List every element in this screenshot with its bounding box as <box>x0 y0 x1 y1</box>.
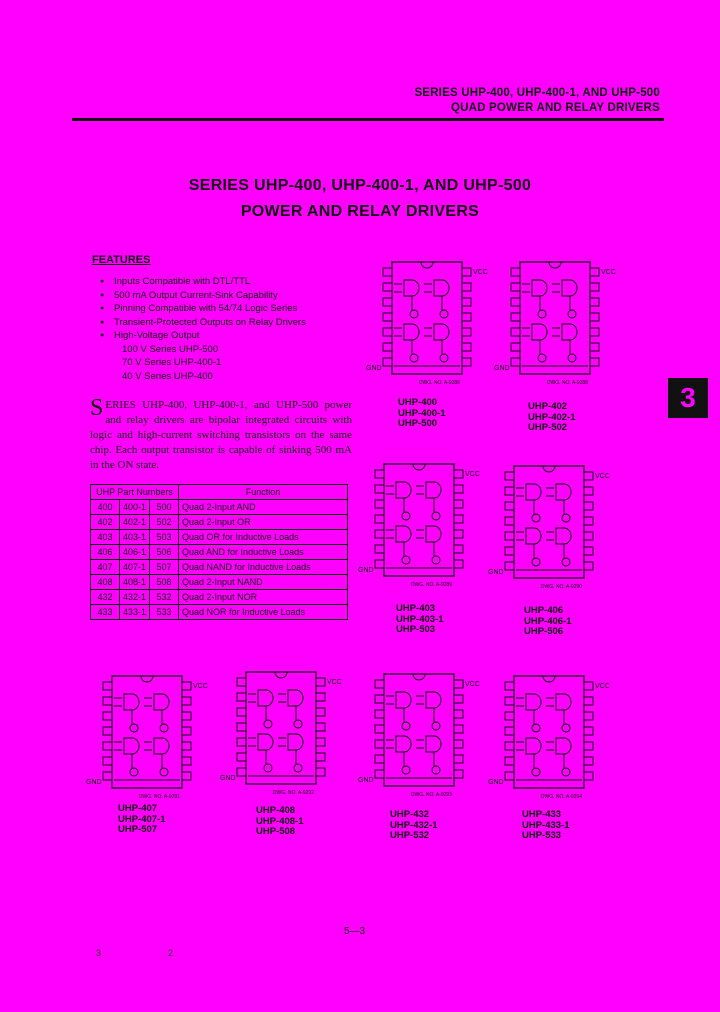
table-cell-part: 508 <box>150 575 179 590</box>
table-cell-part: 402-1 <box>120 515 150 530</box>
chip-part-label: UHP-432 <box>390 809 430 820</box>
gnd-label: GND <box>488 779 504 786</box>
table-row <box>91 500 348 515</box>
table-cell-part: 532 <box>150 590 179 605</box>
table-header-row <box>91 485 348 500</box>
chip-part-labels <box>524 606 572 638</box>
table-row <box>91 575 348 590</box>
table-cell-part: 433 <box>91 605 120 620</box>
table-cell-part: 408-1 <box>120 575 150 590</box>
footer-mark-left: 3 <box>96 948 102 958</box>
chip-part-label: UHP-403 <box>396 603 436 614</box>
table-cell-function: Quad 2-Input NOR <box>179 590 348 605</box>
table-cell-function: Quad 2-Input AND <box>179 500 348 515</box>
chip-part-labels <box>390 810 438 842</box>
chip-part-labels <box>118 804 166 836</box>
chip-part-label: UHP-507 <box>118 824 158 835</box>
table-cell-part: 408 <box>91 575 120 590</box>
feature-voltage-item: 40 V Series UHP-400 <box>122 370 213 382</box>
chip-part-label: UHP-408-1 <box>256 815 304 827</box>
intro-dropcap: S <box>90 395 104 421</box>
chip-part-label: UHP-500 <box>398 418 438 429</box>
chip-part-label: UHP-502 <box>528 422 568 433</box>
running-header-line2: QUAD POWER AND RELAY DRIVERS <box>450 102 660 114</box>
chip-part-label: UHP-408 <box>256 805 296 816</box>
feature-item: ● 500 mA Output Current-Sink Capability <box>100 289 306 303</box>
chip-part-label: UHP-432-1 <box>390 819 438 831</box>
chip-pinout-diagram <box>366 258 488 394</box>
header-rule <box>72 118 664 121</box>
gnd-label: GND <box>220 775 236 782</box>
chip-pinout-diagram <box>488 462 610 598</box>
gnd-label: GND <box>366 365 382 372</box>
table-cell-part: 400 <box>91 500 120 515</box>
vcc-label: VCC <box>465 471 480 478</box>
vcc-label: VCC <box>595 683 610 690</box>
chip-pinout-diagram <box>358 460 480 596</box>
chip-part-label: UHP-407-1 <box>118 813 166 825</box>
table-cell-part: 400-1 <box>120 500 150 515</box>
feature-item: ● Pinning Compatible with 54/74 Logic Series <box>100 302 306 316</box>
table-row <box>91 560 348 575</box>
table-cell-function: Quad 2-Input NAND <box>179 575 348 590</box>
chip-part-label: UHP-403-1 <box>396 613 444 625</box>
intro-text: ERIES UHP-400, UHP-400-1, and UHP-500 power and relay drivers are bipolar integrated circuits with logic and high-current switching transistors on the same chip. Each output transistor is capable of sinking 500 mA in the ON state. <box>90 399 352 471</box>
table-cell-function: Quad OR for Inductive Loads <box>179 530 348 545</box>
vcc-label: VCC <box>473 269 488 276</box>
chip-pinout-diagram <box>220 668 342 804</box>
gnd-label: GND <box>494 365 510 372</box>
table-cell-part: 407 <box>91 560 120 575</box>
table-row <box>91 605 348 620</box>
chip-part-label: UHP-506 <box>524 626 564 637</box>
page-title-line1: SERIES UHP-400, UHP-400-1, AND UHP-500 <box>188 177 532 194</box>
vcc-label: VCC <box>327 679 342 686</box>
table-cell-part: 500 <box>150 500 179 515</box>
table-cell-part: 502 <box>150 515 179 530</box>
gnd-label: GND <box>86 779 102 786</box>
table-cell-function: Quad NOR for Inductive Loads <box>179 605 348 620</box>
table-header-function: Function <box>179 485 348 500</box>
feature-item: ● Inputs Compatible with DTL/TTL <box>100 275 306 289</box>
chip-part-labels <box>396 604 444 636</box>
table-cell-part: 433-1 <box>120 605 150 620</box>
table-cell-part: 407-1 <box>120 560 150 575</box>
features-heading: FEATURES <box>92 254 151 266</box>
part-numbers-table <box>90 484 348 620</box>
page-number: 5—3 <box>344 926 366 937</box>
chip-part-label: UHP-433-1 <box>522 819 570 831</box>
table-cell-function: Quad AND for Inductive Loads <box>179 545 348 560</box>
drawing-number: DWG. NO. A-9286 <box>418 380 460 386</box>
chip-part-label: UHP-533 <box>522 830 562 841</box>
chip-part-label: UHP-402 <box>528 401 568 412</box>
drawing-number: DWG. NO. A-9291 <box>138 794 180 800</box>
drawing-number: DWG. NO. A-9293 <box>410 792 452 798</box>
table-cell-part: 432 <box>91 590 120 605</box>
section-badge: 3 <box>668 378 708 418</box>
chip-part-label: UHP-508 <box>256 826 296 837</box>
table-cell-part: 503 <box>150 530 179 545</box>
table-row <box>91 590 348 605</box>
drawing-number: DWG. NO. A-9289 <box>410 582 452 588</box>
table-row <box>91 530 348 545</box>
vcc-label: VCC <box>601 269 616 276</box>
table-cell-part: 402 <box>91 515 120 530</box>
feature-item: ● Transient-Protected Outputs on Relay Drivers <box>100 316 306 330</box>
chip-pinout-diagram <box>488 672 610 808</box>
features-list <box>100 275 306 383</box>
table-cell-part: 403 <box>91 530 120 545</box>
table-cell-part: 507 <box>150 560 179 575</box>
chip-part-labels <box>398 398 446 430</box>
vcc-label: VCC <box>465 681 480 688</box>
chip-part-label: UHP-407 <box>118 803 158 814</box>
chip-part-label: UHP-400-1 <box>398 407 446 419</box>
chip-part-labels <box>528 402 576 434</box>
chip-part-label: UHP-406 <box>524 605 564 616</box>
vcc-label: VCC <box>193 683 208 690</box>
chip-part-label: UHP-402-1 <box>528 411 576 423</box>
chip-pinout-diagram <box>494 258 616 394</box>
chip-pinout-diagram <box>358 670 480 806</box>
table-cell-part: 533 <box>150 605 179 620</box>
feature-voltage-item: 70 V Series UHP-400-1 <box>122 357 222 368</box>
vcc-label: VCC <box>595 473 610 480</box>
table-cell-part: 406 <box>91 545 120 560</box>
gnd-label: GND <box>358 567 374 574</box>
drawing-number: DWG. NO. A-9292 <box>272 790 314 796</box>
chip-pinout-diagram <box>86 672 208 808</box>
table-cell-part: 403-1 <box>120 530 150 545</box>
drawing-number: DWG. NO. A-9290 <box>540 584 582 590</box>
drawing-number: DWG. NO. A-9294 <box>540 794 582 800</box>
table-cell-part: 406-1 <box>120 545 150 560</box>
table-row <box>91 545 348 560</box>
chip-part-label: UHP-532 <box>390 830 430 841</box>
feature-item: ● High-Voltage Output <box>100 329 306 343</box>
chip-part-label: UHP-503 <box>396 624 436 635</box>
page-title-line2: POWER AND RELAY DRIVERS <box>240 203 480 220</box>
table-row <box>91 515 348 530</box>
gnd-label: GND <box>488 569 504 576</box>
table-cell-function: Quad NAND for Inductive Loads <box>179 560 348 575</box>
table-cell-part: 432-1 <box>120 590 150 605</box>
table-cell-function: Quad 2-Input OR <box>179 515 348 530</box>
chip-part-labels <box>256 806 304 838</box>
footer-mark-right: 2 <box>168 948 174 958</box>
chip-part-label: UHP-400 <box>398 397 438 408</box>
running-header-line1: SERIES UHP-400, UHP-400-1, AND UHP-500 <box>414 87 660 99</box>
gnd-label: GND <box>358 777 374 784</box>
chip-part-labels <box>522 810 570 842</box>
intro-paragraph <box>90 395 352 473</box>
chip-part-label: UHP-406-1 <box>524 615 572 627</box>
table-cell-part: 506 <box>150 545 179 560</box>
chip-part-label: UHP-433 <box>522 809 562 820</box>
table-header-parts: UHP Part Numbers <box>91 485 179 500</box>
feature-voltage-item: 100 V Series UHP-500 <box>122 343 219 355</box>
drawing-number: DWG. NO. A-9288 <box>546 380 588 386</box>
